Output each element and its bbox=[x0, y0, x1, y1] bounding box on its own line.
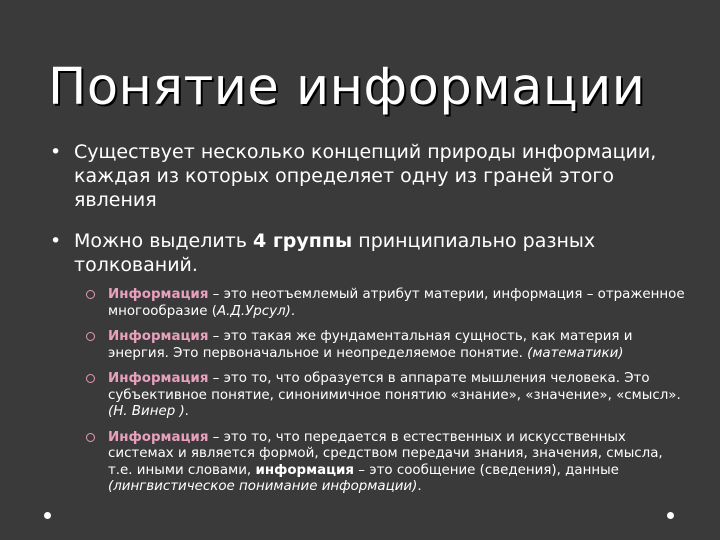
sub-bullet-item bbox=[86, 430, 686, 496]
bullet-text: принципиально разных толкований. bbox=[74, 230, 596, 276]
ring-bullet-icon bbox=[86, 332, 95, 341]
bullet-item bbox=[50, 229, 690, 277]
term-label: Информация bbox=[108, 371, 209, 386]
definition-text: – это то, что образуется в аппарате мышления человека. Это субъективное понятие, синонимичное понятию «знание», «значение», «смысл». bbox=[108, 371, 681, 403]
definition-text: – это то, что передается в естественных и искусственных системах и является формой, средством передачи знания, значения, смысла, т.е. иными словами, bbox=[108, 429, 663, 478]
reference-text: (математики) bbox=[527, 345, 624, 361]
sub-bullet-item bbox=[86, 371, 686, 421]
main-bullet-list bbox=[50, 140, 690, 294]
ring-bullet-icon bbox=[86, 374, 95, 383]
bullet-dot-icon: • bbox=[50, 230, 62, 252]
reference-text: А.Д.Урсул) bbox=[216, 303, 291, 319]
slide-title: Понятие информации bbox=[48, 58, 646, 117]
bullet-text: Можно выделить bbox=[74, 230, 254, 252]
bullet-dot-icon: • bbox=[50, 141, 62, 163]
tail-text: . bbox=[290, 303, 296, 319]
reference-text: (лингвистическое понимание информации) bbox=[108, 479, 418, 494]
corner-dot-icon bbox=[44, 512, 51, 519]
reference-text: (Н. Винер ) bbox=[108, 404, 185, 419]
tail-text: . bbox=[184, 404, 189, 419]
term-label: Информация bbox=[108, 429, 209, 445]
corner-dot-icon bbox=[667, 512, 674, 519]
tail-text: . bbox=[417, 479, 422, 494]
ring-bullet-icon bbox=[86, 290, 95, 299]
term-label: Информация bbox=[108, 329, 209, 344]
ring-bullet-icon bbox=[86, 433, 95, 442]
definition-text: – это неотъемлемый атрибут материи, информация – отраженное многообразие ( bbox=[108, 287, 685, 319]
sub-bullet-item bbox=[86, 329, 686, 362]
bold-term-text: информация bbox=[255, 462, 355, 478]
sub-bullet-list bbox=[86, 287, 686, 505]
sub-bullet-item bbox=[86, 287, 686, 320]
bullet-text: Существует несколько концепций природы информации, каждая из которых определяет одну из граней этого явления bbox=[74, 141, 657, 211]
term-label: Информация bbox=[108, 287, 209, 302]
bullet-item bbox=[50, 140, 690, 212]
definition-text: – это сообщение (сведения), данные bbox=[354, 462, 619, 478]
bullet-strong-text: 4 группы bbox=[253, 230, 353, 252]
definition-text: – это такая же фундаментальная сущность, как материя и энергия. Это первоначальное и неопределяемое понятие. bbox=[108, 329, 633, 361]
